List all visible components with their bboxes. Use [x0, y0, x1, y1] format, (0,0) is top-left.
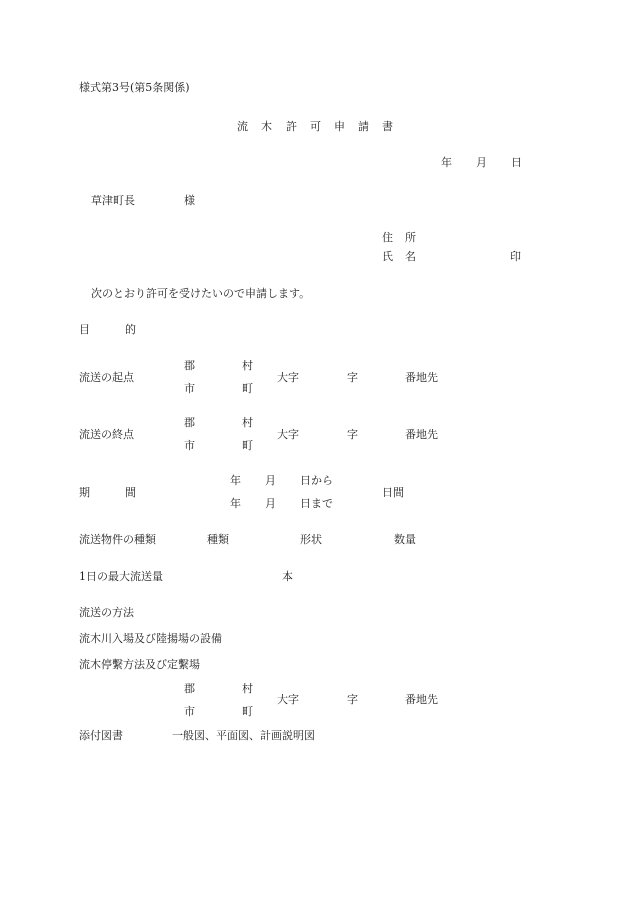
banchi-label: 番地先	[405, 371, 438, 384]
gun-label: 郡	[184, 359, 195, 372]
banchi-label: 番地先	[405, 693, 438, 706]
from-month-label: 月	[265, 474, 276, 487]
mura-label: 村	[242, 682, 253, 695]
start-point-label: 流送の起点	[79, 371, 134, 384]
machi-label: 町	[242, 439, 253, 452]
from-day-label: 日から	[300, 474, 333, 487]
title-char: 木	[261, 120, 272, 133]
gun-label: 郡	[184, 416, 195, 429]
name-label-char: 氏	[382, 250, 393, 263]
title-char: 流	[237, 120, 248, 133]
days-label: 日間	[382, 486, 404, 499]
mura-label: 村	[242, 416, 253, 429]
oaza-label: 大字	[277, 371, 299, 384]
goods-kind-label: 種類	[207, 533, 229, 546]
period-label-char: 間	[125, 486, 136, 499]
purpose-label-char: 目	[79, 323, 90, 336]
oaza-label: 大字	[277, 693, 299, 706]
date-month-label: 月	[476, 156, 487, 169]
period-label-char: 期	[79, 486, 90, 499]
title-char: 書	[382, 120, 393, 133]
goods-label: 流送物件の種類	[79, 533, 156, 546]
seal-mark: 印	[510, 250, 521, 263]
goods-shape-label: 形状	[300, 533, 322, 546]
name-label-char: 名	[405, 250, 416, 263]
aza-label: 字	[347, 428, 358, 441]
purpose-label-char: 的	[125, 323, 136, 336]
shi-label: 市	[184, 382, 195, 395]
machi-label: 町	[242, 382, 253, 395]
to-day-label: 日まで	[300, 497, 333, 510]
form-number: 様式第3号(第5条関係)	[79, 81, 190, 94]
addressee-honorific: 様	[184, 194, 195, 207]
title-char: 許	[286, 120, 297, 133]
from-year-label: 年	[230, 474, 241, 487]
aza-label: 字	[347, 371, 358, 384]
daily-max-unit: 本	[282, 570, 293, 583]
intro-text: 次のとおり許可を受けたいので申請します。	[91, 287, 311, 300]
banchi-label: 番地先	[405, 428, 438, 441]
mura-label: 村	[242, 359, 253, 372]
date-day-label: 日	[511, 156, 522, 169]
to-year-label: 年	[230, 497, 241, 510]
address-label-char: 所	[405, 231, 416, 244]
method-label: 流送の方法	[79, 606, 134, 619]
daily-max-label: 1日の最大流送量	[79, 570, 163, 583]
title-char: 申	[334, 120, 345, 133]
title-char: 可	[310, 120, 321, 133]
address-label-char: 住	[382, 231, 393, 244]
to-month-label: 月	[265, 497, 276, 510]
shi-label: 市	[184, 705, 195, 718]
oaza-label: 大字	[277, 428, 299, 441]
title-char: 請	[358, 120, 369, 133]
shi-label: 市	[184, 439, 195, 452]
facilities-label: 流木川入場及び陸揚場の設備	[79, 632, 222, 645]
machi-label: 町	[242, 705, 253, 718]
goods-quantity-label: 数量	[394, 533, 416, 546]
attachments-value: 一般図、平面図、計画説明図	[172, 729, 315, 742]
addressee-name: 草津町長	[91, 194, 135, 207]
attachments-label: 添付図書	[79, 729, 123, 742]
end-point-label: 流送の終点	[79, 428, 134, 441]
aza-label: 字	[347, 693, 358, 706]
mooring-label: 流木停繫方法及び定繫場	[79, 658, 200, 671]
gun-label: 郡	[184, 682, 195, 695]
date-year-label: 年	[441, 156, 452, 169]
